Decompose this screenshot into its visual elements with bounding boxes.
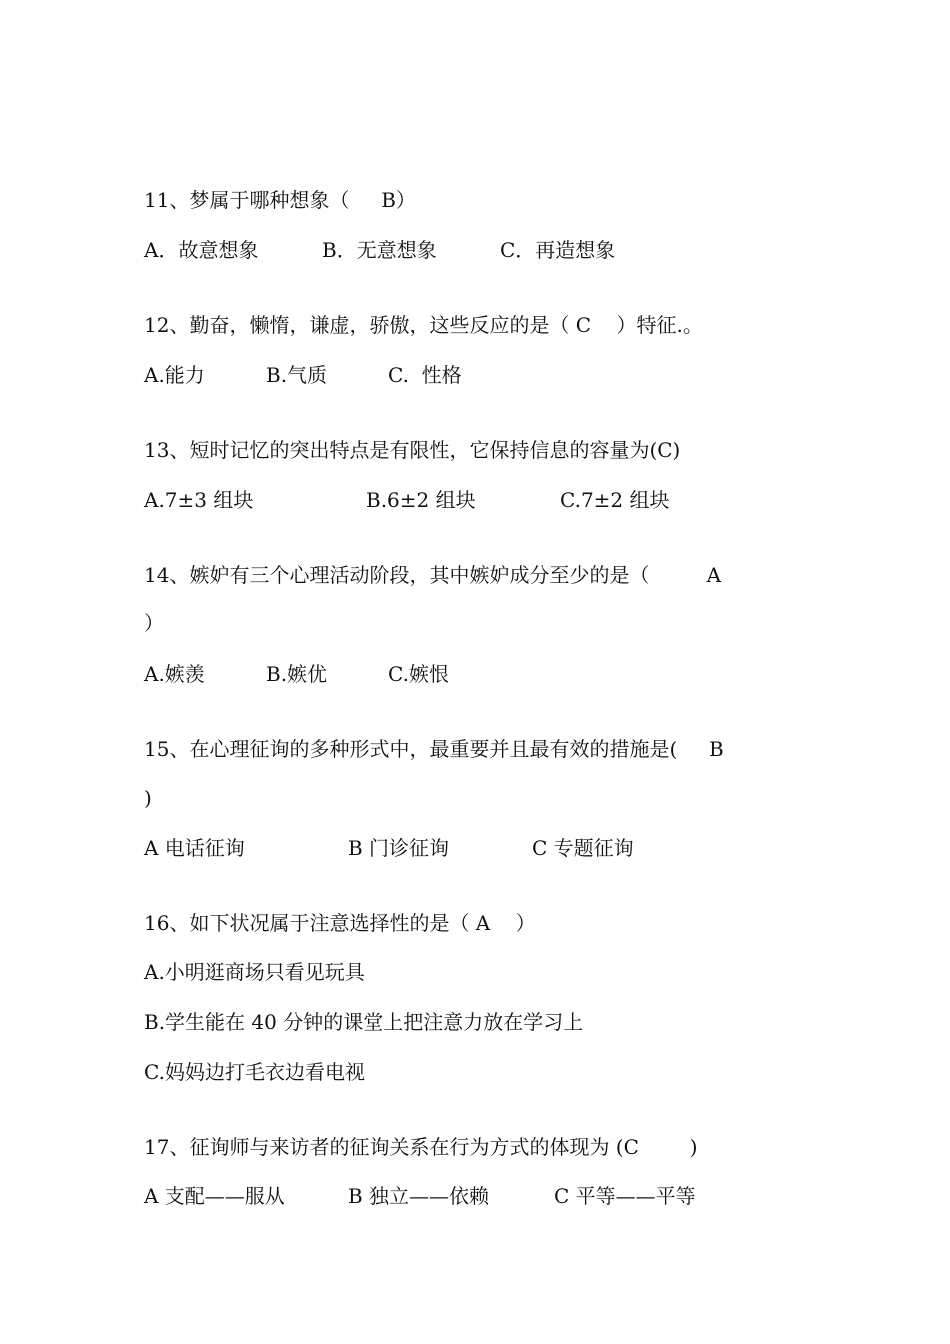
- question-15-option-b: B 门诊征询: [348, 836, 450, 860]
- question-11-option-a: A．故意想象: [144, 238, 259, 262]
- question-11-text: 11、梦属于哪种想象（ B）: [144, 188, 416, 212]
- question-17-option-c: C 平等——平等: [554, 1184, 696, 1208]
- question-12-option-c: C. 性格: [388, 363, 462, 387]
- question-12-text: 12、勤奋，懒惰，谦虚，骄傲，这些反应的是（ C ）特征.。: [144, 313, 703, 337]
- question-13-text: 13、短时记忆的突出特点是有限性，它保持信息的容量为(C): [144, 438, 681, 462]
- question-14-text-line-2: ）: [144, 611, 164, 635]
- question-11-option-b: B．无意想象: [322, 238, 437, 262]
- question-11-option-c: C．再造想象: [500, 238, 616, 262]
- question-14-option-b: B.嫉优: [266, 662, 328, 686]
- question-13-option-c: C.7±2 组块: [560, 488, 670, 512]
- question-15-option-a: A 电话征询: [144, 836, 245, 860]
- question-16-option-a: A.小明逛商场只看见玩具: [144, 960, 365, 984]
- question-12-option-b: B.气质: [266, 363, 328, 387]
- question-15-option-c: C 专题征询: [532, 836, 634, 860]
- question-12-option-a: A.能力: [144, 363, 205, 387]
- question-17-option-a: A 支配——服从: [144, 1184, 285, 1208]
- question-14-option-a: A.嫉羡: [144, 662, 205, 686]
- question-16-option-c: C.妈妈边打毛衣边看电视: [144, 1060, 365, 1084]
- question-13-option-a: A.7±3 组块: [144, 488, 254, 512]
- question-14-text-line-1: 14、嫉妒有三个心理活动阶段，其中嫉妒成分至少的是（ A: [144, 563, 722, 587]
- question-15-text-line-1: 15、在心理征询的多种形式中，最重要并且最有效的措施是( B: [144, 737, 724, 761]
- question-14-option-c: C.嫉恨: [388, 662, 449, 686]
- question-17-option-b: B 独立——依赖: [348, 1184, 490, 1208]
- question-15-text-line-2: ): [144, 786, 152, 810]
- question-17-text: 17、征询师与来访者的征询关系在行为方式的体现为 (C ): [144, 1135, 698, 1159]
- question-13-option-b: B.6±2 组块: [366, 488, 476, 512]
- question-16-text: 16、如下状况属于注意选择性的是（ A ）: [144, 911, 536, 935]
- question-16-option-b: B.学生能在 40 分钟的课堂上把注意力放在学习上: [144, 1010, 584, 1034]
